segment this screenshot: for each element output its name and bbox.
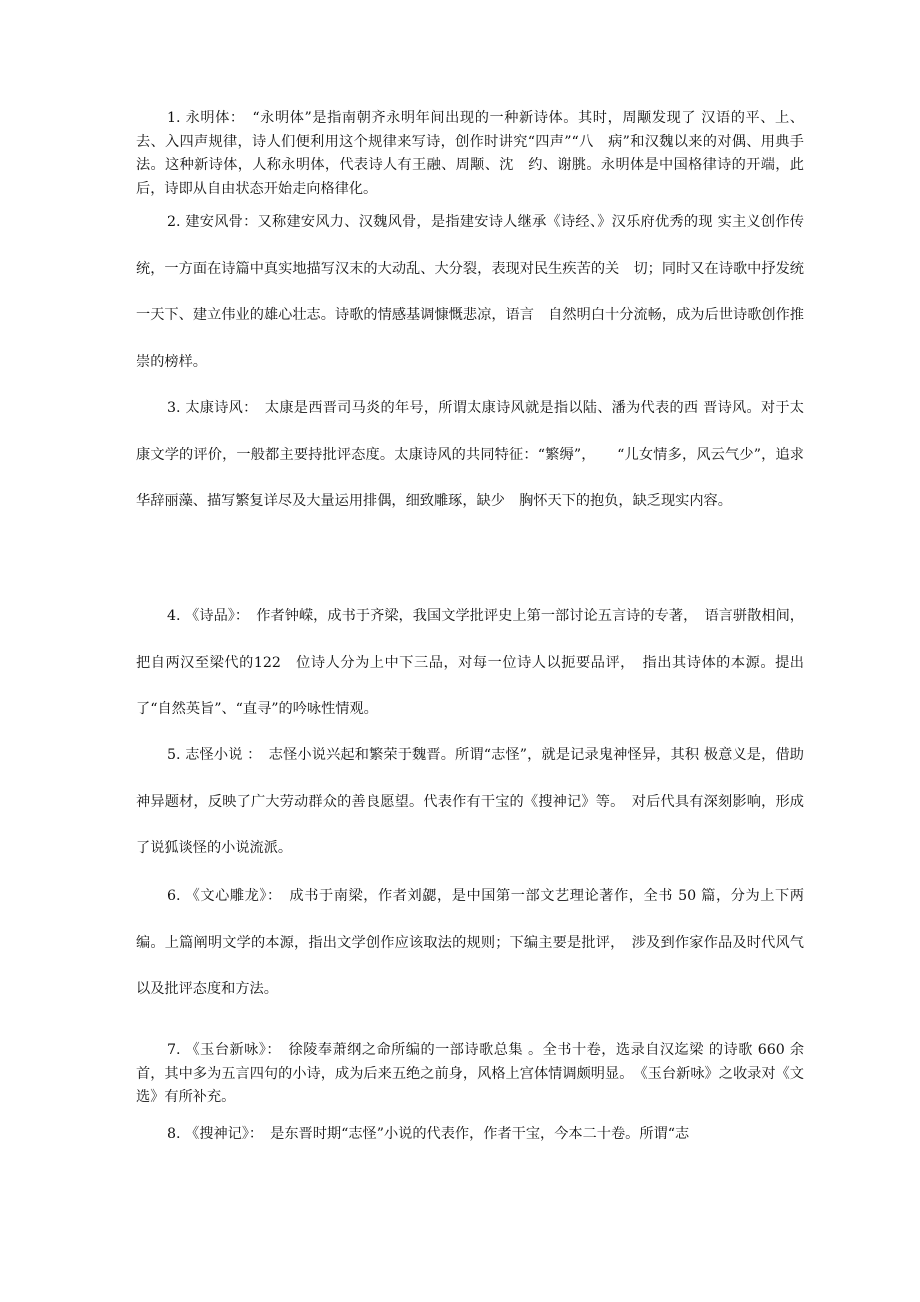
paragraph-jian-an-spirit bbox=[136, 199, 804, 385]
paragraph-wenxin-diaolong bbox=[136, 873, 804, 1013]
paragraph-taikang-poetry bbox=[136, 385, 804, 525]
paragraph-text: 永明体： “永明体”是指南朝齐永明年间出现的一种新诗体。其时，周颙发现了 汉语的平、上、去、入四声规律，诗人们便利用这个规律来写诗，创作时讲究“四声”“八 病”和汉魏以来的对偶、用典手法。这种新诗体，人称永明体，代表诗人有王融、周颙、沈 约、谢朓。永明体是中国格律诗的开端，此后，诗即从自由状态开始走向格律化。 bbox=[136, 110, 804, 197]
paragraph-number: 7. bbox=[167, 1042, 181, 1058]
paragraph-text: 太康诗风： 太康是西晋司马炎的年号，所谓太康诗风就是指以陆、潘为代表的西 晋诗风。对于太康文学的评价，一般都主要持批评态度。太康诗风的共同特征：“繁缛”， “儿女情多，风云气少”，追求华辞丽藻、描写繁复详尽及大量运用排偶，细致雕琢，缺少 胸怀天下的抱负，缺乏现实内容。 bbox=[136, 400, 804, 509]
paragraph-text: 《文心雕龙》： 成书于南梁，作者刘勰，是中国第一部文艺理论著作，全书 50 篇，分为上下两编。上篇阐明文学的本源，指出文学创作应该取法的规则；下编主要是批评， 涉及到作家作品及时代风气以及批评态度和方法。 bbox=[136, 888, 804, 997]
paragraph-zhiguai-fiction bbox=[136, 732, 804, 872]
paragraph-yongming-style bbox=[136, 107, 804, 201]
paragraph-yutai-xinyong bbox=[136, 1039, 804, 1110]
paragraph-number: 5. bbox=[167, 747, 181, 763]
paragraph-number: 4. bbox=[167, 608, 181, 624]
paragraph-text: 《诗品》： 作者钟嵘，成书于齐梁，我国文学批评史上第一部讨论五言诗的专著， 语言骈散相间，把自两汉至梁代的122 位诗人分为上中下三品，对每一位诗人以扼要品评， 指出其诗体的本源。提出了“自然英旨”、“直寻”的吟咏性情观。 bbox=[136, 608, 804, 717]
paragraph-number: 3. bbox=[167, 400, 181, 416]
paragraph-text: 志怪小说 ： 志怪小说兴起和繁荣于魏晋。所谓“志怪”，就是记录鬼神怪异，其积 极意义是，借助神异题材，反映了广大劳动群众的善良愿望。代表作有干宝的《搜神记》等。 对后代具有深刻影响，形成了说狐谈怪的小说流派。 bbox=[136, 747, 804, 856]
paragraph-soushen-ji bbox=[136, 1123, 804, 1147]
paragraph-text: 《搜神记》： 是东晋时期“志怪”小说的代表作，作者干宝，今本二十卷。所谓“志 bbox=[185, 1126, 690, 1142]
paragraph-number: 1. bbox=[167, 110, 181, 126]
paragraph-text: 《玉台新咏》： 徐陵奉萧纲之命所编的一部诗歌总集 。全书十卷，选录自汉迄梁 的诗歌 660 余首，其中多为五言四句的小诗，成为后来五绝之前身，风格上宫体情调颇明显。 《玉台新咏》之收录对《文选》有所补充。 bbox=[136, 1042, 805, 1105]
paragraph-number: 8. bbox=[167, 1126, 181, 1142]
paragraph-number: 2. bbox=[167, 214, 181, 230]
paragraph-shipin bbox=[136, 593, 804, 733]
paragraph-number: 6. bbox=[167, 888, 181, 904]
paragraph-text: 建安风骨：又称建安风力、汉魏风骨，是指建安诗人继承《诗经、》汉乐府优秀的现 实主义创作传统，一方面在诗篇中真实地描写汉末的大动乱、大分裂，表现对民生疾苦的关 切；同时又在诗歌中抒发统一天下、建立伟业的雄心壮志。诗歌的情感基调慷慨悲凉，语言 自然明白十分流畅，成为后世诗歌创作推崇的榜样。 bbox=[136, 214, 804, 370]
